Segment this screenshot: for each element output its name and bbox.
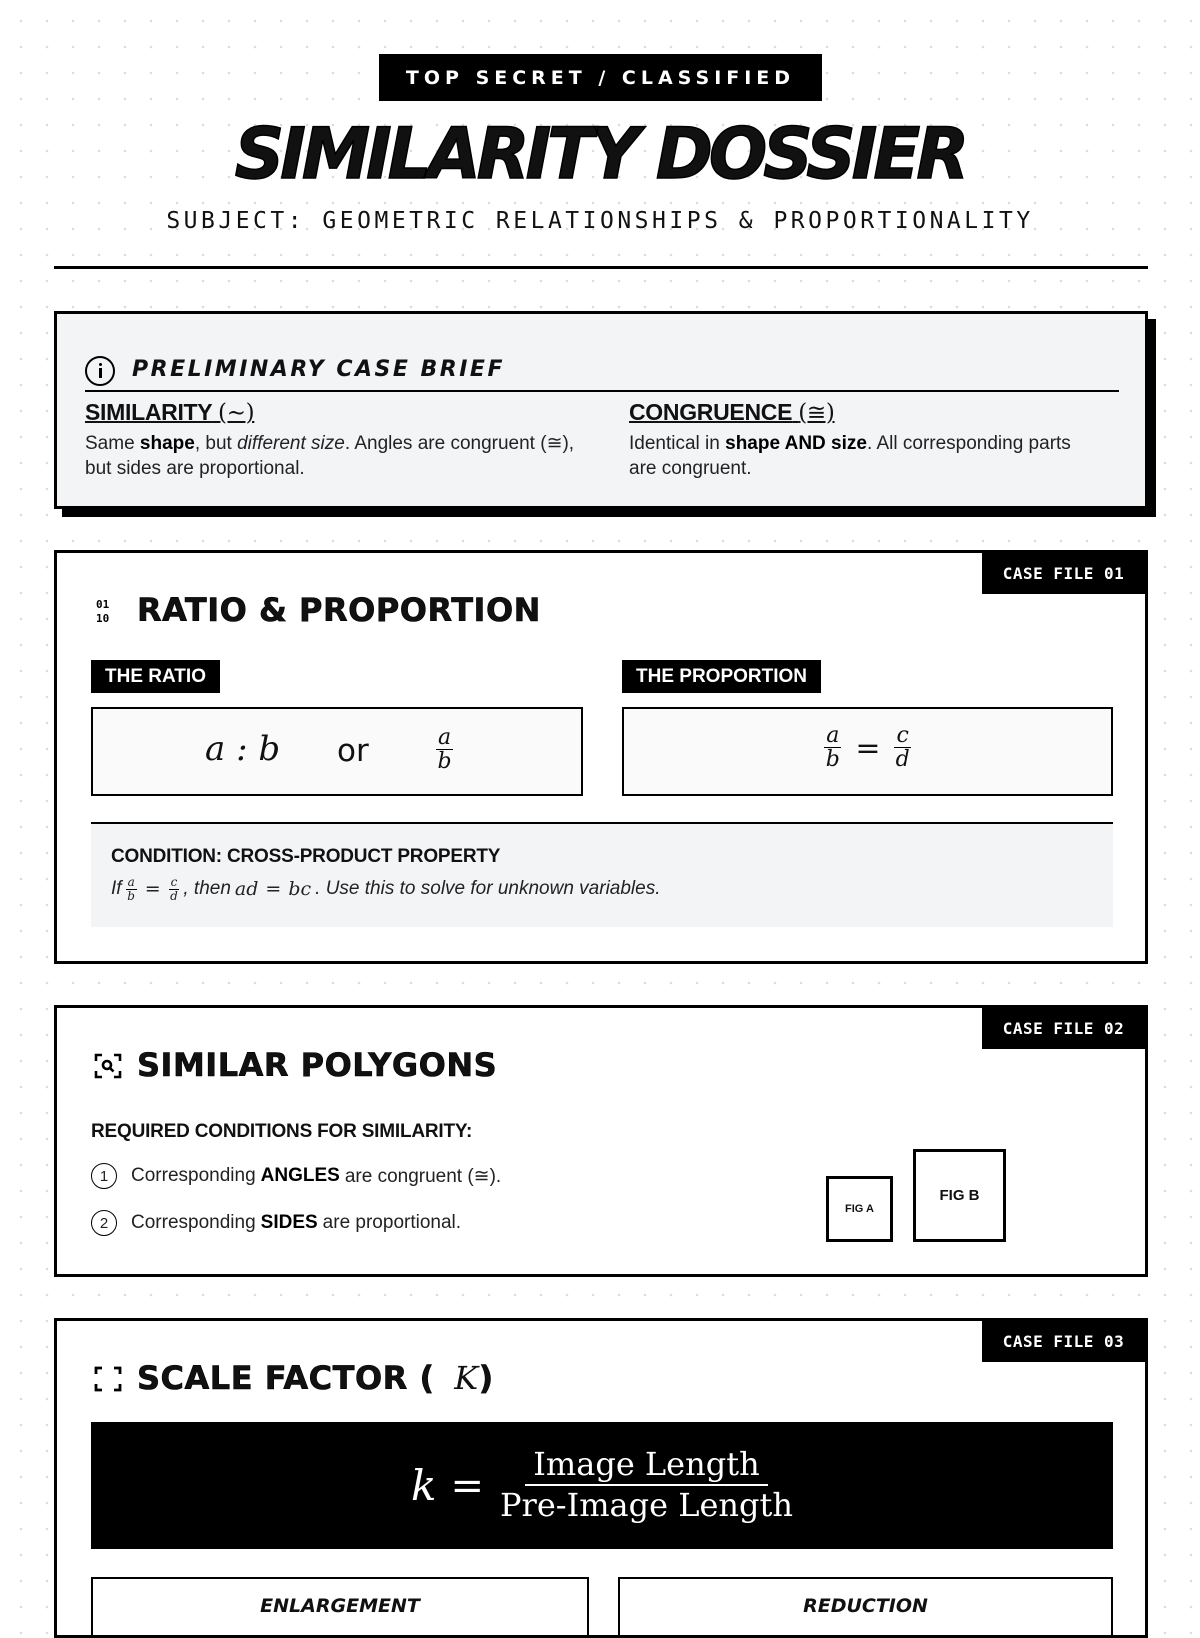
number-badge: 1	[91, 1163, 117, 1189]
case-file-scale-factor	[54, 1318, 1148, 1638]
similarity-term: SIMILARITY (∼)	[85, 399, 255, 426]
case-file-ratio-proportion	[54, 550, 1148, 964]
similarity-text: Same shape, but different size. Angles are congruent (≅), but sides are proportional.	[85, 433, 575, 479]
case-file-tag: CASE FILE 02	[982, 1008, 1145, 1049]
small-fraction-c-d: $\frac{c}{d}$	[170, 875, 178, 903]
proportion-formula-box	[622, 707, 1113, 796]
brief-header	[85, 342, 1119, 392]
number-badge: 2	[91, 1210, 117, 1236]
ratio-expression: a : b	[205, 729, 281, 769]
header-divider	[54, 266, 1148, 269]
case-file-tag: CASE FILE 03	[982, 1321, 1145, 1362]
fraction-c-over-d: $\frac{c}{d}$	[895, 723, 910, 773]
figure-a: FIG A	[826, 1176, 893, 1242]
info-icon	[85, 356, 115, 386]
brief-title: PRELIMINARY CASE BRIEF	[132, 357, 505, 382]
proportion-expression	[624, 724, 1111, 772]
requirements-title: REQUIRED CONDITIONS FOR SIMILARITY:	[91, 1121, 473, 1142]
section-title: SCALE FACTOR ( K)	[137, 1359, 494, 1397]
equals-sign: =	[855, 730, 881, 766]
section-title: RATIO & PROPORTION	[137, 591, 541, 629]
requirement-item: 1 Corresponding ANGLES are congruent (≅).	[91, 1163, 501, 1189]
enlargement-box: ENLARGEMENT	[91, 1577, 589, 1637]
scale-factor-fraction: $\frac{\text{Image Length}}{\text{Pre-Image Length}}$	[499, 1445, 793, 1524]
ratio-or: or	[337, 733, 369, 769]
congruence-definition	[629, 399, 1099, 481]
page-title: SIMILARITY DOSSIER	[234, 113, 966, 195]
reduction-box: REDUCTION	[618, 1577, 1113, 1637]
fraction-a-over-b: $\frac{a}{b}$	[825, 723, 840, 773]
requirement-item: 2 Corresponding SIDES are proportional.	[91, 1210, 461, 1236]
congruence-text: Identical in shape AND size. All corresponding parts are congruent.	[629, 433, 1071, 479]
svg-text:01: 01	[96, 598, 110, 611]
ratio-formula-box	[91, 707, 583, 796]
small-fraction-a-b: $\frac{a}{b}$	[127, 875, 135, 903]
condition-text: If $\frac{a}{b}$ = $\frac{c}{d}$ , then ad = bc . Use this to solve for unknown variables.	[111, 875, 661, 903]
case-brief	[54, 311, 1148, 509]
page-subject: SUBJECT: GEOMETRIC RELATIONSHIPS & PROPORTIONALITY	[166, 208, 1034, 234]
scan-search-icon	[94, 1052, 122, 1080]
ratio-fraction: $\frac{a}{b}$	[437, 725, 452, 775]
scale-factor-formula: k = $\frac{\text{Image Length}}{\text{Pre-Image Length}}$	[91, 1422, 1113, 1549]
proportion-label: THE PROPORTION	[622, 660, 821, 693]
frame-corners-icon	[94, 1365, 122, 1393]
ratio-label: THE RATIO	[91, 660, 220, 693]
congruence-term: CONGRUENCE (≅)	[629, 399, 835, 426]
condition-box	[91, 824, 1113, 927]
classification-badge: TOP SECRET / CLASSIFIED	[379, 54, 822, 101]
section-title: SIMILAR POLYGONS	[137, 1046, 498, 1084]
case-file-tag: CASE FILE 01	[982, 553, 1145, 594]
figure-b: FIG B	[913, 1149, 1006, 1242]
condition-title: CONDITION: CROSS-PRODUCT PROPERTY	[111, 846, 501, 867]
similarity-definition	[85, 399, 580, 481]
case-file-similar-polygons	[54, 1005, 1148, 1277]
binary-icon	[94, 597, 122, 625]
svg-text:10: 10	[96, 612, 110, 625]
